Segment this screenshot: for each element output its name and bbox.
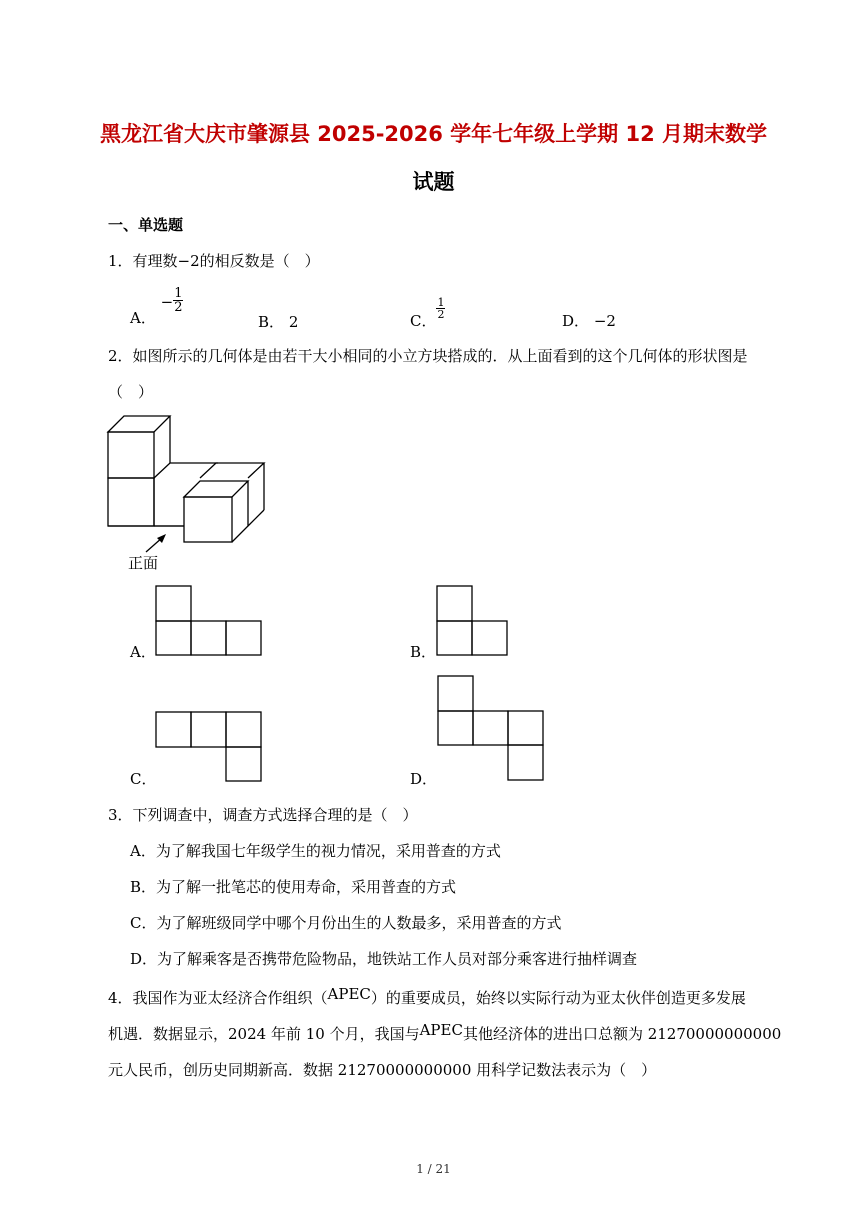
q4-line1-part1: 4．我国作为亚太经济合作组织（ bbox=[108, 989, 328, 1007]
q3-option-d: D．为了解乘客是否携带危险物品，地铁站工作人员对部分乘客进行抽样调查 bbox=[130, 950, 638, 968]
question-2-stem: 2．如图所示的几何体是由若干大小相同的小立方块搭成的．从上面看到的这个几何体的形状图是 bbox=[108, 347, 748, 365]
q2-option-c-figure bbox=[155, 711, 265, 783]
q1-option-d-label: D． bbox=[562, 312, 590, 330]
q1-option-a-denominator: 2 bbox=[174, 300, 183, 315]
q2-option-b-figure bbox=[436, 585, 511, 657]
q1-option-b bbox=[258, 311, 298, 332]
q2-option-a-label: A． bbox=[130, 643, 156, 661]
q3-option-a: A．为了解我国七年级学生的视力情况，采用普查的方式 bbox=[130, 842, 501, 860]
q4-line2-part2: 其他经济体的进出口总额为 21270000000000 bbox=[462, 1025, 782, 1043]
q2-option-b-label: B． bbox=[410, 643, 437, 661]
q1-stem-after: 的相反数是（ ） bbox=[199, 252, 320, 270]
q1-option-c-denominator: 2 bbox=[437, 307, 445, 321]
q1-option-b-label: B． bbox=[258, 313, 285, 331]
q1-option-a-fraction bbox=[173, 287, 183, 314]
q3-option-b: B．为了解一批笔芯的使用寿命，采用普查的方式 bbox=[130, 878, 457, 896]
question-3-stem: 3．下列调查中，调查方式选择合理的是（ ） bbox=[108, 806, 418, 824]
q1-option-a-numerator: 1 bbox=[174, 286, 183, 301]
front-view-label: 正面 bbox=[128, 554, 159, 572]
question-2-stem-line2: （ ） bbox=[108, 383, 154, 401]
q1-option-a bbox=[130, 286, 183, 327]
q1-option-c-label: C． bbox=[410, 312, 437, 330]
q1-option-c-fraction bbox=[436, 297, 445, 320]
q1-option-b-value: 2 bbox=[288, 313, 299, 331]
document-title-line2: 试题 bbox=[412, 170, 455, 194]
page-number: 1 / 21 bbox=[416, 1162, 451, 1176]
q1-option-d bbox=[562, 310, 616, 331]
q3-option-c: C．为了解班级同学中哪个月份出生的人数最多，采用普查的方式 bbox=[130, 914, 562, 932]
q1-option-c bbox=[410, 295, 445, 330]
question-4-line3: 元人民币，创历史同期新高．数据 21270000000000 用科学记数法表示为（ ） bbox=[108, 1061, 657, 1079]
q1-option-c-numerator: 1 bbox=[437, 295, 445, 309]
q1-option-d-value: −2 bbox=[593, 312, 616, 330]
q2-option-a-figure bbox=[155, 585, 265, 657]
q2-option-d-figure bbox=[437, 675, 547, 783]
question-4-line1 bbox=[108, 987, 746, 1008]
q4-apec-term-2: APEC bbox=[419, 1021, 463, 1039]
q2-option-c-label: C． bbox=[130, 770, 157, 788]
q1-option-a-sign: − bbox=[160, 292, 174, 311]
document-title-line1: 黑龙江省大庆市肇源县 2025-2026 学年七年级上学期 12 月期末数学 bbox=[99, 122, 768, 146]
question-4-line2 bbox=[108, 1023, 781, 1044]
q2-option-d-label: D． bbox=[410, 770, 438, 788]
cube-solid-figure bbox=[100, 410, 280, 570]
question-1-stem bbox=[108, 250, 320, 271]
section-heading: 一、单选题 bbox=[108, 216, 184, 234]
q1-stem-math: −2 bbox=[177, 252, 200, 270]
q1-stem-before: 1．有理数 bbox=[108, 252, 178, 270]
q4-apec-term: APEC bbox=[327, 985, 371, 1003]
q1-option-a-label: A． bbox=[130, 308, 156, 327]
q4-line1-part2: ）的重要成员，始终以实际行动为亚太伙伴创造更多发展 bbox=[370, 989, 746, 1007]
q4-line2-part1: 机遇．数据显示，2024 年前 10 个月，我国与 bbox=[108, 1025, 420, 1043]
